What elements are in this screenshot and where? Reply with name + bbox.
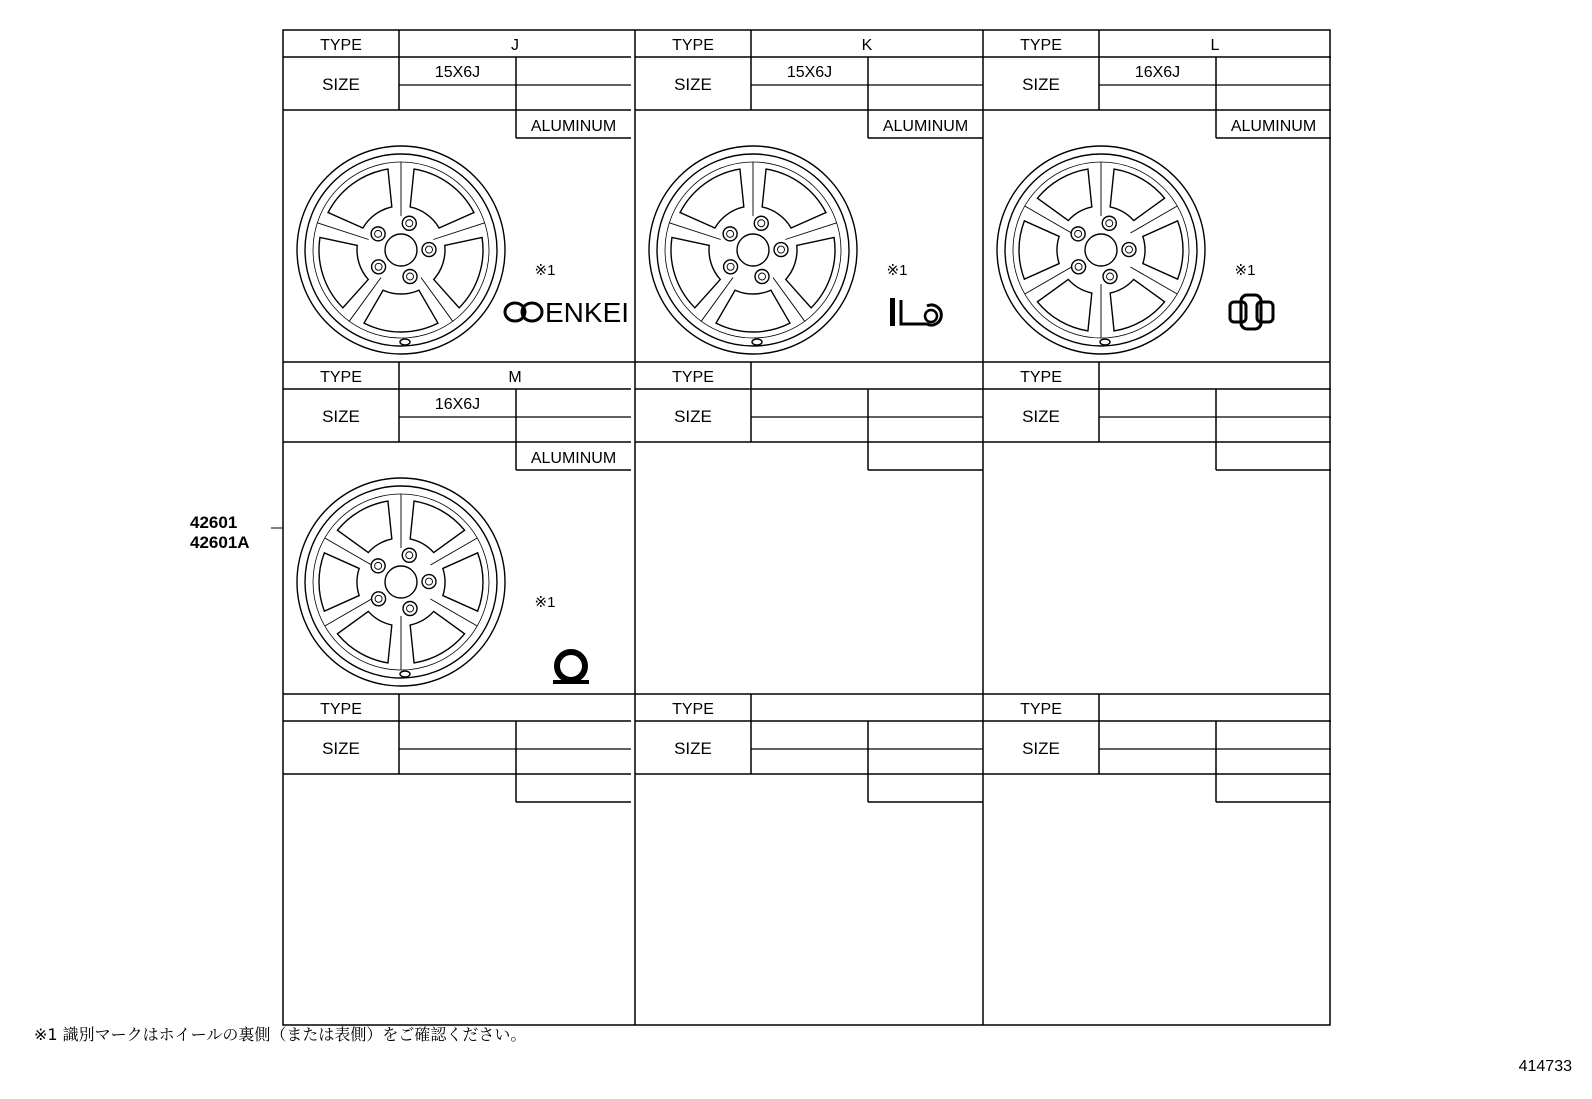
type-value: K <box>861 37 873 54</box>
size-value: 15X6J <box>434 64 481 81</box>
footnote: ※1 識別マークはホイールの裏側（または表側）をご確認ください。 <box>34 1025 527 1044</box>
material-label: ALUMINUM <box>882 118 969 135</box>
type-label: TYPE <box>320 37 362 54</box>
size-value: 16X6J <box>1134 64 1181 81</box>
maker-m-logo-icon <box>553 652 589 684</box>
type-value: L <box>1210 37 1220 54</box>
table-frame <box>283 30 1330 1025</box>
size-label: SIZE <box>674 407 712 426</box>
material-label: ALUMINUM <box>530 450 617 467</box>
size-label: SIZE <box>322 407 360 426</box>
size-label: SIZE <box>674 75 712 94</box>
wheel-6-spoke-icon <box>297 478 505 686</box>
note-mark: ※1 <box>886 262 908 279</box>
note-mark: ※1 <box>534 594 556 611</box>
type-label: TYPE <box>320 701 362 718</box>
size-label: SIZE <box>322 739 360 758</box>
size-label: SIZE <box>1022 75 1060 94</box>
size-label: SIZE <box>322 75 360 94</box>
material-label: ALUMINUM <box>530 118 617 135</box>
reference-number: 414733 <box>1518 1058 1572 1075</box>
type-label: TYPE <box>672 37 714 54</box>
material-label: ALUMINUM <box>1230 118 1317 135</box>
size-value: 15X6J <box>786 64 833 81</box>
part-number-2: 42601A <box>190 533 250 552</box>
note-mark: ※1 <box>1234 262 1256 279</box>
type-label: TYPE <box>1020 369 1062 386</box>
maker-l-logo-icon <box>1230 295 1273 329</box>
wheel-5-split-spoke-icon <box>297 146 505 354</box>
wheel-6-spoke-icon <box>997 146 1205 354</box>
size-label: SIZE <box>674 739 712 758</box>
type-label: TYPE <box>672 701 714 718</box>
enkei-logo-icon <box>505 297 629 328</box>
part-number-1: 42601 <box>190 513 238 532</box>
size-label: SIZE <box>1022 407 1060 426</box>
type-label: TYPE <box>672 369 714 386</box>
note-mark: ※1 <box>534 262 556 279</box>
type-value: M <box>508 369 522 386</box>
type-label: TYPE <box>320 369 362 386</box>
size-value: 16X6J <box>434 396 481 413</box>
type-value: J <box>511 37 519 54</box>
maker-mark-text: ENKEI <box>545 297 630 328</box>
maker-k-logo-icon <box>890 298 941 326</box>
type-label: TYPE <box>1020 37 1062 54</box>
size-label: SIZE <box>1022 739 1060 758</box>
wheel-5-split-spoke-icon <box>649 146 857 354</box>
type-label: TYPE <box>1020 701 1062 718</box>
